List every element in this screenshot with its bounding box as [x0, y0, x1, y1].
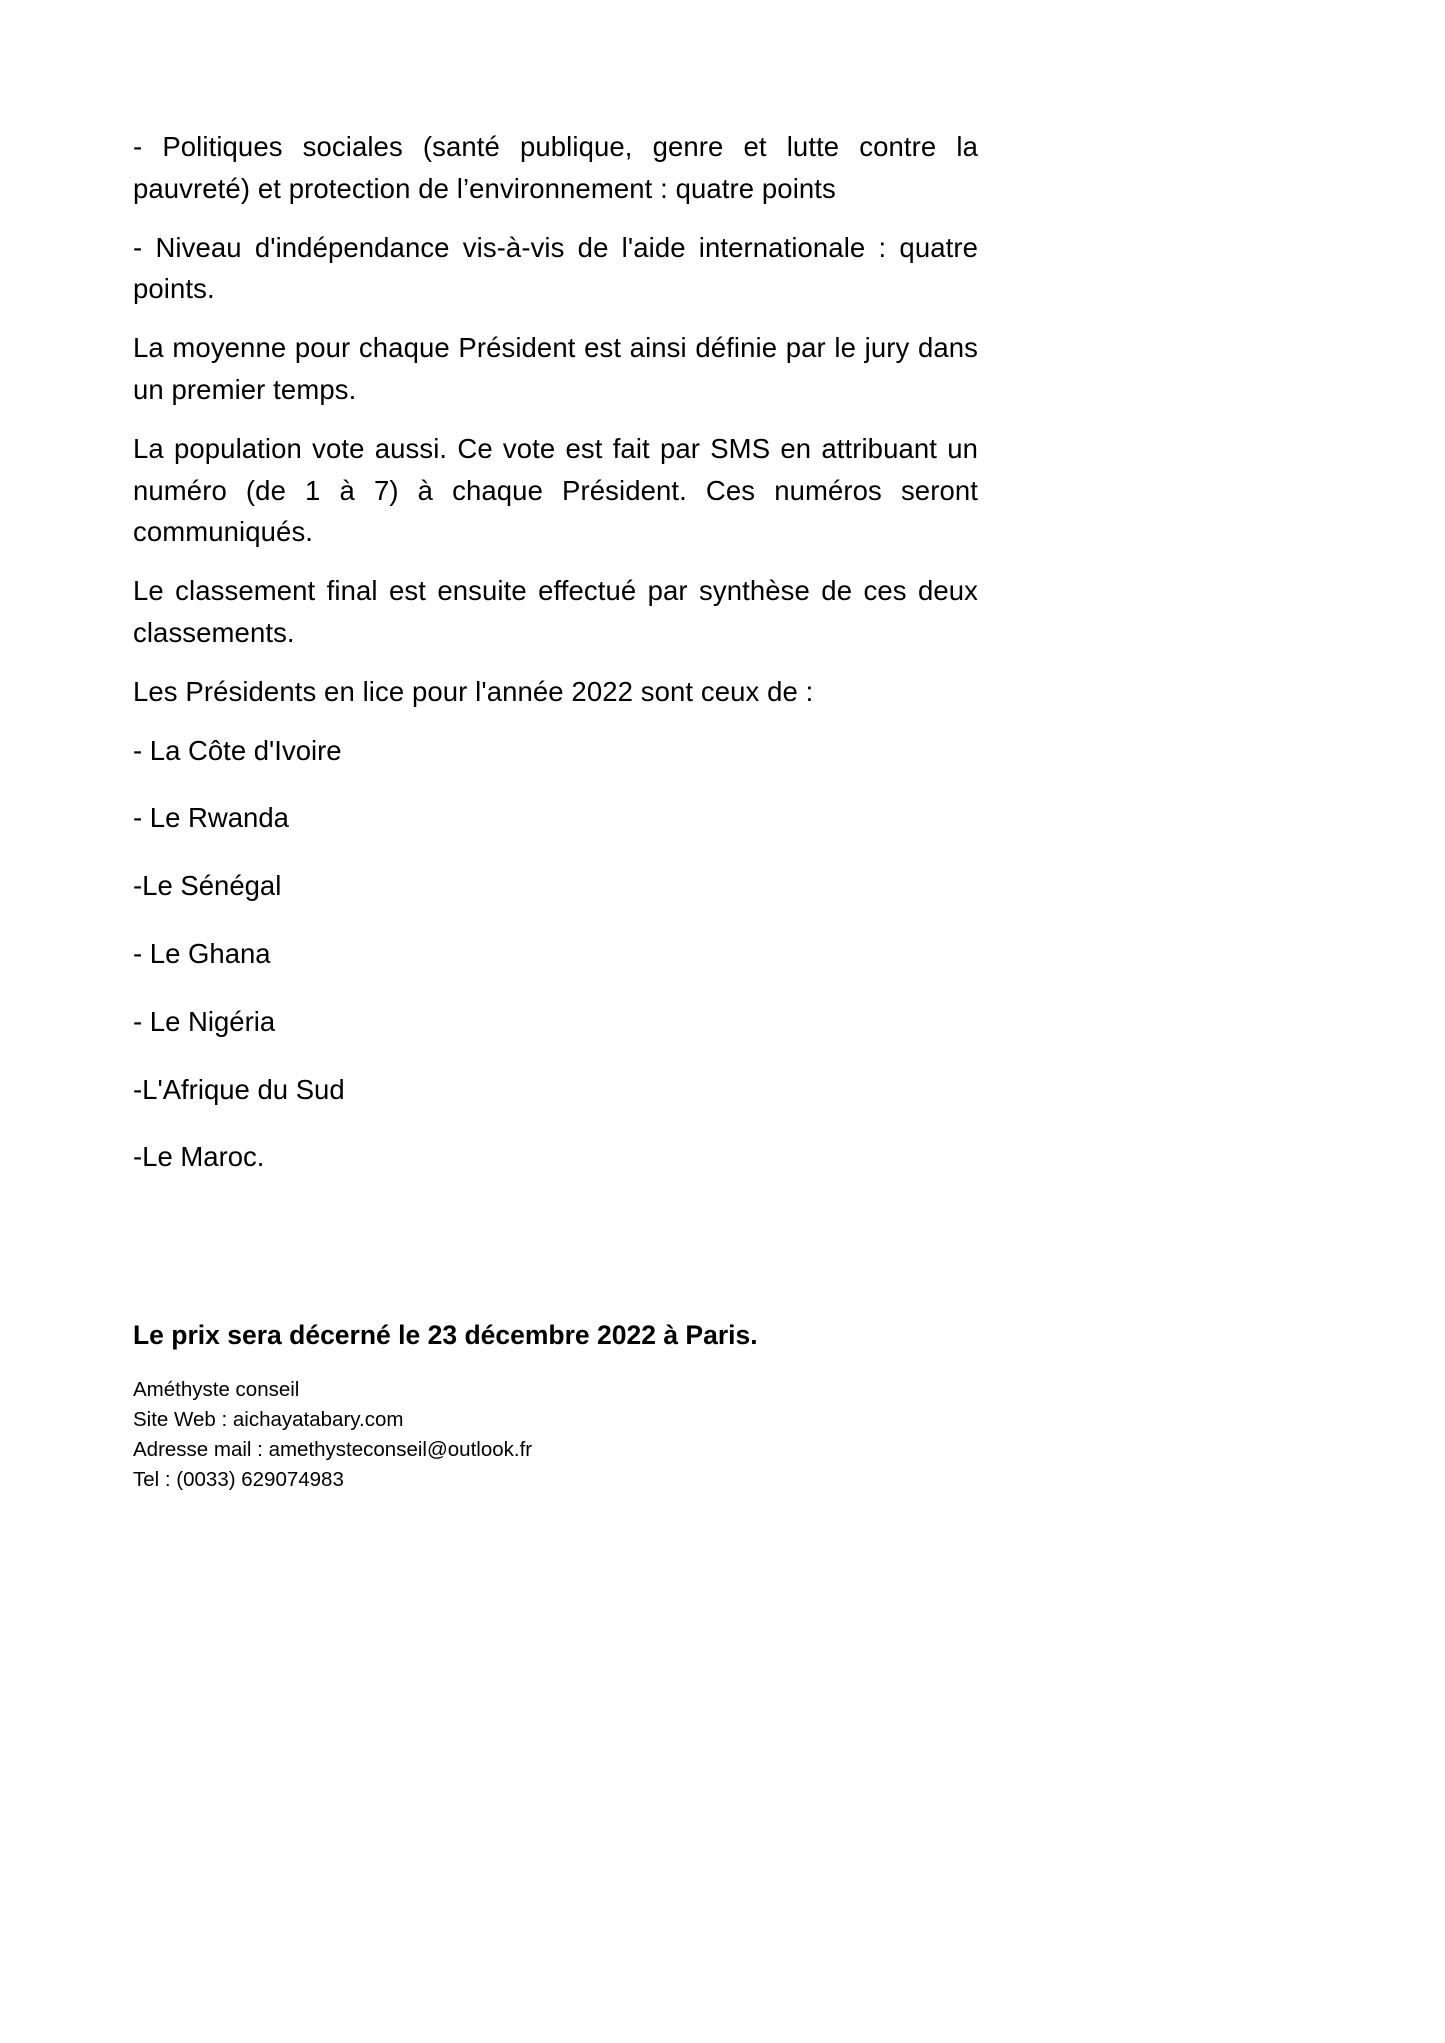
- paragraph-final-ranking: Le classement final est ensuite effectué par synthèse de ces deux classements.: [133, 575, 978, 648]
- document-body: [133, 126, 978, 1356]
- list-item-rwanda: - Le Rwanda: [133, 802, 289, 834]
- paragraph-independence-level: - Niveau d'indépendance vis-à-vis de l'aide internationale : quatre points.: [133, 231, 978, 305]
- list-item-senegal: -Le Sénégal: [133, 870, 282, 902]
- footer-email: Adresse mail : amethysteconseil@outlook.fr: [133, 1437, 533, 1461]
- list-item-nigeria: - Le Nigéria: [133, 1005, 276, 1037]
- paragraph-presidents-intro: Les Présidents en lice pour l'année 2022 sont ceux de :: [133, 675, 814, 707]
- footer-website: Site Web : aichayatabary.com: [133, 1407, 404, 1431]
- list-item-ghana: - Le Ghana: [133, 937, 271, 969]
- paragraph-social-policies: - Politiques sociales (santé publique, genre et lutte contre la pauvreté) et protection de l’environnement : quatre points: [133, 131, 978, 204]
- paragraph-jury-average: La moyenne pour chaque Président est ainsi définie par le jury dans un premier temps.: [133, 332, 978, 405]
- list-item-cote-divoire: - La Côte d'Ivoire: [133, 734, 342, 766]
- footer-block: [133, 1375, 833, 1495]
- footer-phone: Tel : (0033) 629074983: [133, 1467, 344, 1491]
- footer-company-name: Améthyste conseil: [133, 1378, 300, 1401]
- vertical-spacer: [133, 1204, 978, 1316]
- paragraph-population-vote: La population vote aussi. Ce vote est fait par SMS en attribuant un numéro (de 1 à 7) à chaque Président. Ces numéros seront communiqués.: [133, 432, 978, 548]
- list-item-maroc: -Le Maroc.: [133, 1141, 265, 1173]
- award-statement: Le prix sera décerné le 23 décembre 2022 à Paris.: [133, 1320, 758, 1351]
- list-item-afrique-du-sud: -L'Afrique du Sud: [133, 1073, 345, 1105]
